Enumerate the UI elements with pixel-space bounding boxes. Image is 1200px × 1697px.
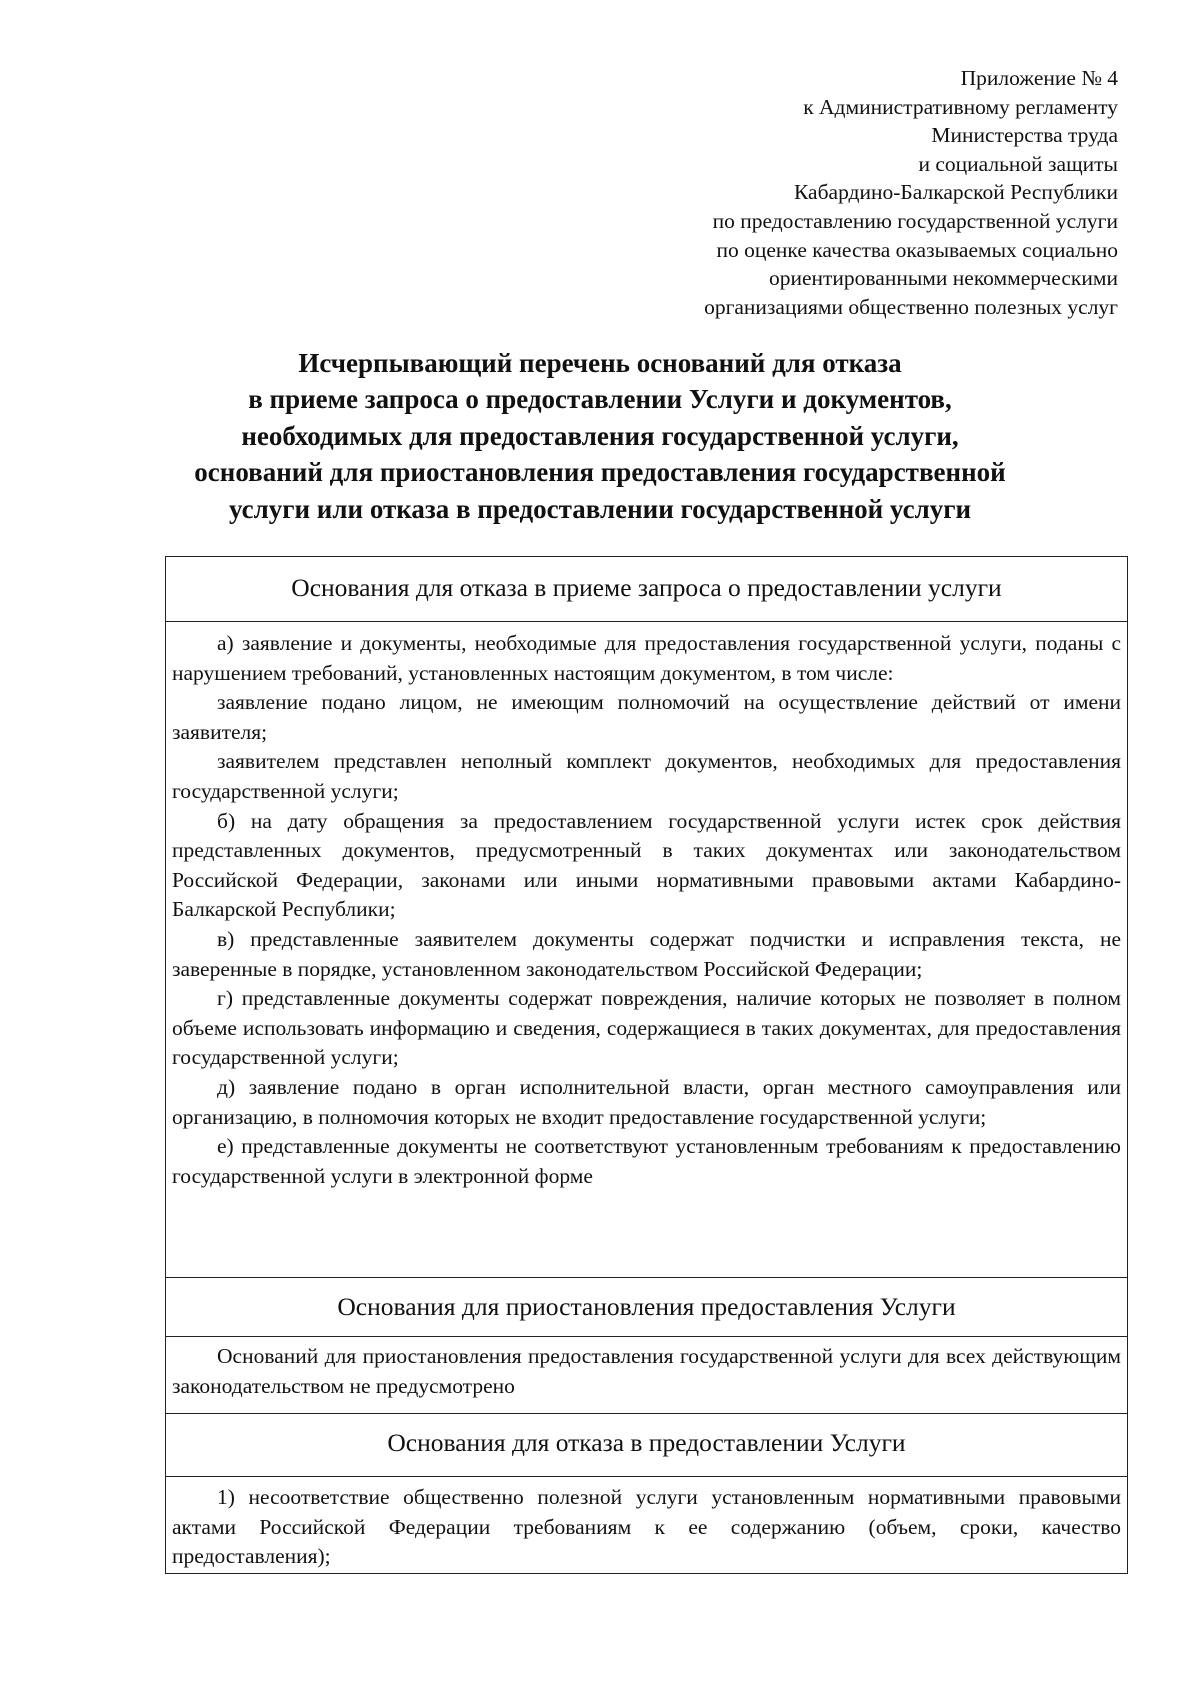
paragraph: заявление подано лицом, не имеющим полномочий на осуществление действий от имени заявителя; [172, 690, 1121, 744]
paragraph: е) представленные документы не соответствуют установленным требованиям к предоставлению государственной услуги в электронной форме [172, 1134, 1121, 1188]
appendix-header [558, 64, 1118, 321]
section-body-refusal-intake [172, 629, 1121, 1191]
paragraph: а) заявление и документы, необходимые для предоставления государственной услуги, поданы с нарушением требований, установленных настоящим документом, в том числе: [172, 631, 1121, 685]
section-heading-refusal-intake: Основания для отказа в приеме запроса о предоставлении услуги [291, 573, 1002, 602]
table-divider [166, 621, 1127, 622]
grounds-table [165, 556, 1128, 1574]
title-line: необходимых для предоставления государственной услуги, [241, 420, 959, 451]
paragraph: заявителем представлен неполный комплект документов, необходимых для предоставления государственной услуги; [172, 749, 1121, 803]
table-divider [166, 1277, 1127, 1278]
paragraph: г) представленные документы содержат повреждения, наличие которых не позволяет в полном объеме использовать информацию и сведения, содержащиеся в таких документах, для предоставления государственной услуги; [172, 986, 1121, 1070]
section-body-refusal-service [172, 1483, 1121, 1572]
paragraph: в) представленные заявителем документы содержат подчистки и исправления текста, не заверенные в порядке, установленном законодательством Российской Федерации; [172, 926, 1121, 981]
appendix-line: и социальной защиты [918, 151, 1118, 176]
appendix-line: по оценке качества оказываемых социально [716, 237, 1118, 262]
appendix-line: Кабардино-Балкарской Республики [793, 180, 1118, 205]
paragraph: д) заявление подано в орган исполнительной власти, орган местного самоуправления или организацию, в полномочия которых не входит предоставление государственной услуги; [172, 1074, 1121, 1129]
paragraph: Оснований для приостановления предоставления государственной услуги для всех действующим законодательством не предусмотрено [172, 1344, 1121, 1398]
paragraph: 1) несоответствие общественно полезной услуги установленным нормативными правовыми актами Российской Федерации требованиям к ее содержанию (объем, сроки, качество предоставления); [172, 1485, 1121, 1569]
appendix-line: к Административному регламенту [803, 94, 1118, 119]
title-line: Исчерпывающий перечень оснований для отказа [298, 348, 902, 378]
title-line: услуги или отказа в предоставлении государственной услуги [228, 493, 972, 524]
title-line: в приеме запроса о предоставлении Услуги и документов, [248, 384, 952, 415]
appendix-line: Приложение № 4 [960, 66, 1118, 90]
paragraph: б) на дату обращения за предоставлением государственной услуги истек срок действия представленных документов, предусмотренный в таких документах или законодательством Российской Федерации, законами или иными нормативными правовыми актами Кабардино-Балкарской Республики; [172, 808, 1121, 922]
appendix-line: по предоставлению государственной услуги [712, 208, 1118, 233]
title-line: оснований для приостановления предоставления государственной [194, 457, 1006, 488]
section-body-suspension [172, 1342, 1121, 1401]
table-divider [166, 1336, 1127, 1337]
appendix-line: организациями общественно полезных услуг [704, 294, 1118, 319]
appendix-line: ориентированными некоммерческими [768, 266, 1118, 291]
table-divider [166, 1476, 1127, 1477]
document-title [150, 345, 1050, 527]
section-heading-suspension: Основания для приостановления предоставления Услуги [337, 1292, 956, 1321]
appendix-line: Министерства труда [931, 123, 1118, 148]
table-divider [166, 1413, 1127, 1414]
section-heading-refusal-service: Основания для отказа в предоставлении Услуги [387, 1428, 906, 1457]
